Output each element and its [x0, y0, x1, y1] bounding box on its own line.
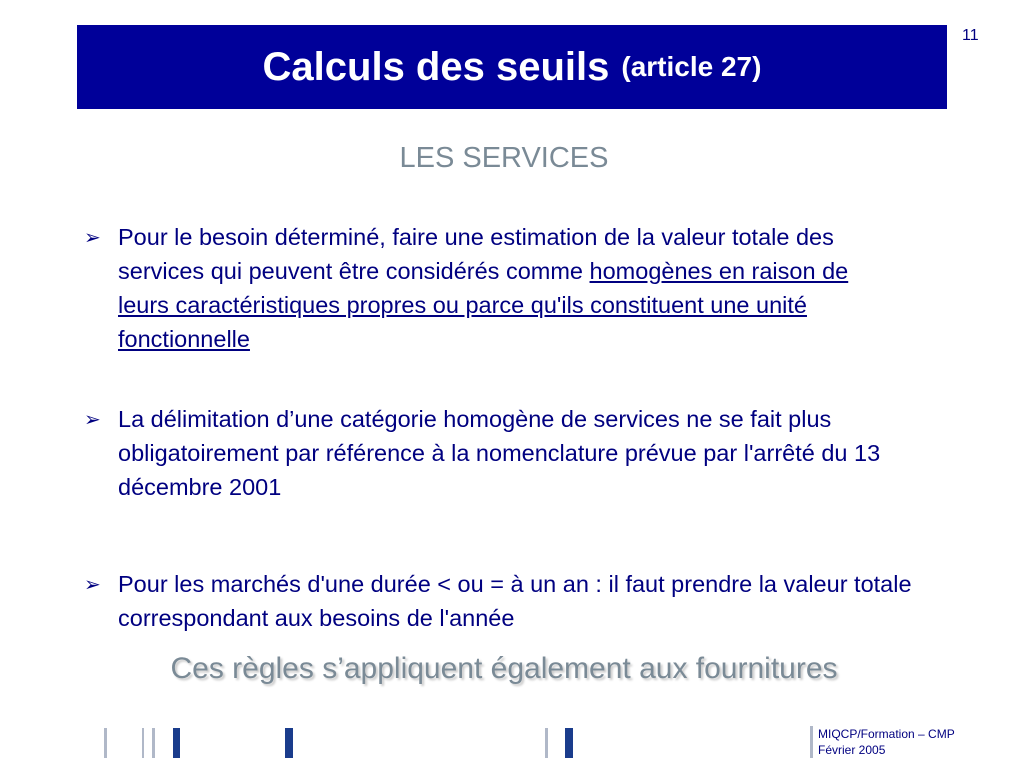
bullet-text-3: Pour les marchés d'une durée < ou = à un an : il faut prendre la valeur totale correspondant aux besoins de l'année [118, 571, 912, 631]
title-bar [77, 25, 947, 109]
footer-decor-bar [810, 726, 813, 758]
bullet-text-2: La délimitation d’une catégorie homogène de services ne se fait plus obligatoirement par référence à la nomenclature prévue par l'arrêté du 13 décembre 2001 [118, 406, 881, 500]
slide-title: Calculs des seuils [262, 44, 610, 89]
footer-decor-bar [142, 728, 144, 758]
footer-decor-bar [152, 728, 155, 758]
arrow-bullet-icon: ➢ [84, 225, 101, 249]
footer-decor-bar [104, 728, 107, 758]
slide-number: 11 [962, 27, 979, 44]
bullet-text-1 [118, 220, 864, 356]
slide-subtitle: (article 27) [621, 51, 762, 82]
bullet-text-1-underlined: homogènes en raison de leurs caractéristiques propres ou parce qu'ils constituent une unité fonctionnelle [118, 258, 849, 352]
arrow-bullet-icon: ➢ [84, 572, 101, 596]
footer-decor-bar [173, 728, 180, 758]
footer-line-1: MIQCP/Formation – CMP [818, 727, 955, 741]
bullet-text-1-plain: Pour le besoin déterminé, faire une estimation de la valeur totale des services qui peuvent être considérés comme [118, 224, 834, 284]
footer-line-2: Février 2005 [818, 743, 886, 757]
bullet-item-3 [84, 567, 944, 635]
footer-decor-bar [285, 728, 293, 758]
footer-text [818, 726, 955, 758]
footer-decor-bar [565, 728, 573, 758]
closing-statement: Ces règles s’appliquent également aux fournitures [170, 652, 838, 685]
arrow-bullet-icon: ➢ [84, 407, 101, 431]
footer-decor-bar [545, 728, 548, 758]
section-title: LES SERVICES [399, 142, 609, 174]
bullet-item-1 [84, 220, 864, 356]
bullet-item-2 [84, 402, 944, 504]
